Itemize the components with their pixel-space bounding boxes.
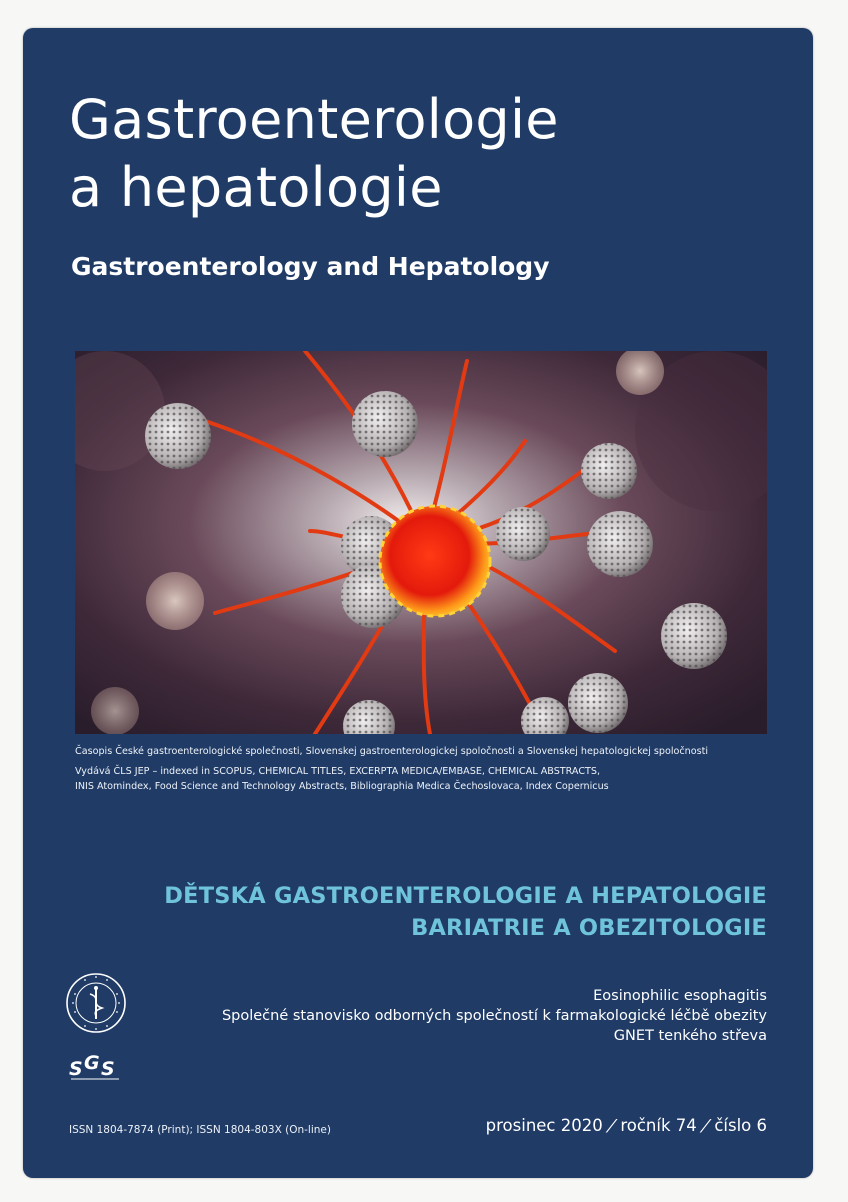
issue-volume: ročník 74: [620, 1116, 697, 1135]
cls-jep-seal-icon: [65, 972, 127, 1034]
issue-info: [486, 1116, 767, 1135]
separator-slash: /: [604, 1116, 619, 1135]
issue-topics: [164, 880, 767, 944]
cover-illustration: [75, 351, 767, 734]
issn-numbers: ISSN 1804-7874 (Print); ISSN 1804-803X (On-line): [69, 1124, 331, 1136]
topic-heading: BARIATRIE A OBEZITOLOGIE: [411, 915, 767, 941]
svg-text:S: S: [69, 1058, 83, 1080]
immune-cells-illustration: [75, 351, 767, 734]
journal-cover: [23, 28, 813, 1178]
journal-title-line2: a hepatologie: [69, 156, 443, 219]
article-title: GNET tenkého střeva: [613, 1028, 767, 1044]
sgs-logo-icon: [67, 1051, 127, 1083]
svg-text:G: G: [84, 1052, 100, 1074]
journal-subtitle: Gastroenterology and Hepatology: [71, 252, 550, 281]
svg-text:S: S: [101, 1058, 115, 1080]
journal-title-line1: Gastroenterologie: [69, 88, 559, 151]
caption-societies: Časopis České gastroenterologické společnosti, Slovenskej gastroenterologickej spoločnosti a Slovenskej hepatologickej spoločnosti: [75, 746, 709, 757]
article-title: Eosinophilic esophagitis: [593, 988, 767, 1004]
topic-heading: DĚTSKÁ GASTROENTEROLOGIE A HEPATOLOGIE: [164, 883, 767, 909]
caption-indexing-2: INIS Atomindex, Food Science and Technology Abstracts, Bibliographia Medica Čechoslovaca, Index Copernicus: [75, 781, 609, 792]
issue-number: číslo 6: [714, 1116, 767, 1135]
separator-slash: /: [698, 1116, 713, 1135]
caption-indexing-1: Vydává ČLS JEP – indexed in SCOPUS, CHEMICAL TITLES, EXCERPTA MEDICA/EMBASE, CHEMICAL ABSTRACTS,: [75, 766, 601, 777]
journal-caption: [75, 744, 775, 794]
journal-title: [69, 86, 559, 222]
featured-articles: [222, 986, 767, 1046]
article-title: Společné stanovisko odborných společností k farmakologické léčbě obezity: [221, 1008, 767, 1024]
issue-date: prosinec 2020: [485, 1116, 603, 1135]
